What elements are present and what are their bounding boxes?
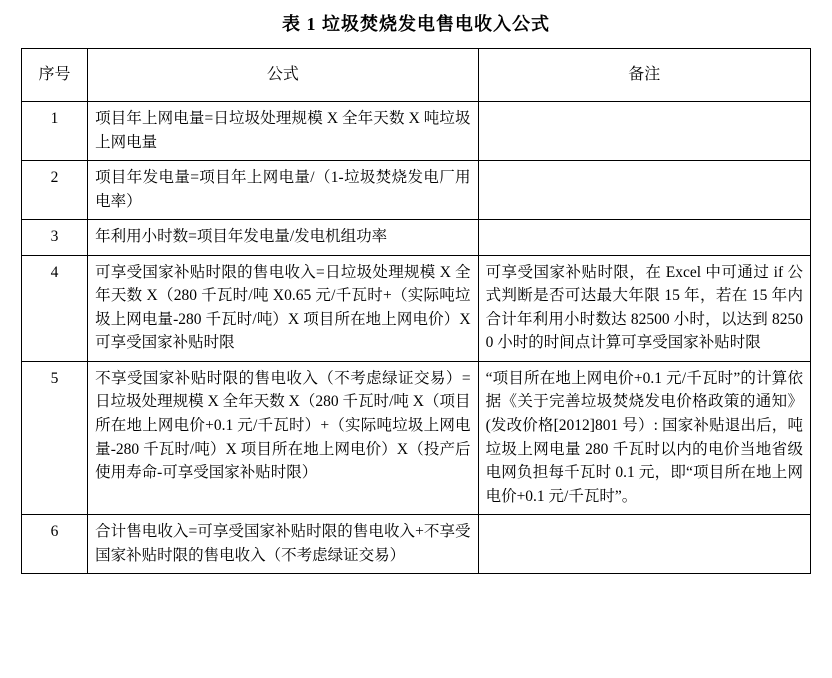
row-formula-text: 年利用小时数=项目年发电量/发电机组功率 xyxy=(95,228,388,246)
table-row xyxy=(22,515,811,574)
row-number: 4 xyxy=(22,255,88,361)
table-header-row xyxy=(22,49,811,102)
row-number: 2 xyxy=(22,161,88,220)
table-caption: 表 1 垃圾焚烧发电售电收入公式 xyxy=(282,14,550,34)
row-remark xyxy=(478,161,810,220)
table-row xyxy=(22,161,811,220)
row-formula xyxy=(88,515,478,574)
row-formula xyxy=(88,361,478,514)
row-formula-text: 项目年发电量=项目年上网电量/（1-垃圾焚烧发电厂用电率） xyxy=(95,169,471,210)
row-remark xyxy=(478,255,810,361)
row-number: 1 xyxy=(22,102,88,161)
column-header-formula: 公式 xyxy=(88,49,478,102)
column-header-remark: 备注 xyxy=(478,49,810,102)
table-row xyxy=(22,220,811,256)
row-remark xyxy=(478,515,810,574)
row-formula xyxy=(88,102,478,161)
row-formula-text: 可享受国家补贴时限的售电收入=日垃圾处理规模 X 全年天数 X（280 千瓦时/吨 X0.65 元/千瓦时+（实际吨垃圾上网电量-280 千瓦时/吨）X 项目所在地上网电价）X 可享受国家补贴时限 xyxy=(95,263,475,352)
row-remark-text: “项目所在地上网电价+0.1 元/千瓦时”的计算依据《关于完善垃圾焚烧发电价格政策的通知》(发改价格[2012]801 号）: 国家补贴退出后，吨垃圾上网电量 280 千瓦时以内的电价当地省级电网负担每千瓦时 0.1 元，即“项目所在地上网电价+0.1 元/千瓦时”。 xyxy=(485,369,803,505)
row-remark xyxy=(478,102,810,161)
row-number: 6 xyxy=(22,515,88,574)
row-remark-text: 可享受国家补贴时限，在 Excel 中可通过 if 公式判断是否可达最大年限 15 年，若在 15 年内合计年利用小时数达 82500 小时，以达到 82500 小时的时间点计算可享受国家补贴时限 xyxy=(485,263,803,352)
row-number: 3 xyxy=(22,220,88,256)
table-row xyxy=(22,102,811,161)
column-header-no: 序号 xyxy=(22,49,88,102)
row-formula xyxy=(88,220,478,256)
row-remark xyxy=(478,220,810,256)
row-formula xyxy=(88,255,478,361)
row-formula xyxy=(88,161,478,220)
row-remark xyxy=(478,361,810,514)
row-formula-text: 项目年上网电量=日垃圾处理规模 X 全年天数 X 吨垃圾上网电量 xyxy=(95,110,471,151)
row-formula-text: 不享受国家补贴时限的售电收入（不考虑绿证交易）=日垃圾处理规模 X 全年天数 X（280 千瓦时/吨 X（项目所在地上网电价+0.1 元/千瓦时）+（实际吨垃圾上网电量-280 千瓦时/吨）X 项目所在地上网电价）X（投产后使用寿命-可享受国家补贴时限） xyxy=(95,369,471,482)
table-row xyxy=(22,255,811,361)
formula-table xyxy=(21,48,811,574)
row-number: 5 xyxy=(22,361,88,514)
row-formula-text: 合计售电收入=可享受国家补贴时限的售电收入+不享受国家补贴时限的售电收入（不考虑绿证交易） xyxy=(95,523,471,564)
table-row xyxy=(22,361,811,514)
